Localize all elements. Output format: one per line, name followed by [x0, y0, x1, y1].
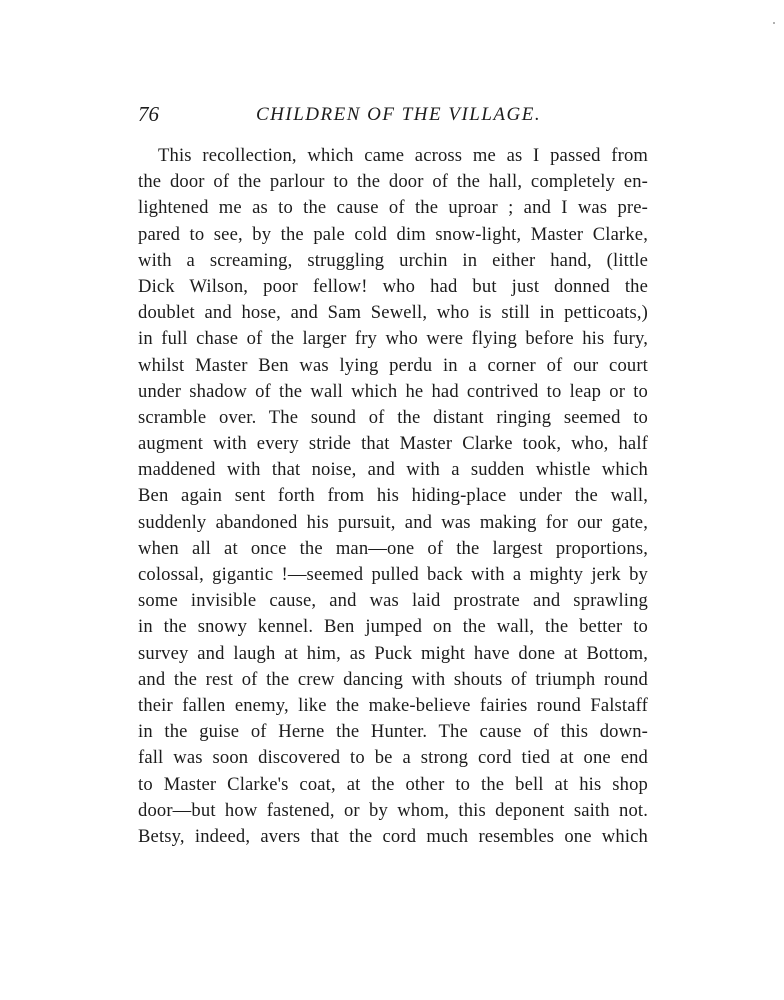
text-line: in the snowy kennel. Ben jumped on the wall, the better to — [138, 616, 648, 638]
text-line: Dick Wilson, poor fellow! who had but just donned the — [138, 275, 648, 297]
text-line: Ben again sent forth from his hiding-place under the wall, — [138, 485, 648, 507]
text-line: suddenly abandoned his pursuit, and was making for our gate, — [138, 511, 648, 533]
text-line: and the rest of the crew dancing with shouts of triumph round — [138, 668, 648, 690]
text-line: in the guise of Herne the Hunter. The cause of this down- — [138, 721, 648, 743]
text-line: maddened with that noise, and with a sudden whistle which — [138, 459, 648, 481]
text-line: doublet and hose, and Sam Sewell, who is still in petticoats,) — [138, 302, 648, 324]
page-number: 76 — [138, 102, 159, 126]
text-line: some invisible cause, and was laid prostrate and sprawling — [138, 590, 648, 612]
text-line: survey and laugh at him, as Puck might have done at Bottom, — [138, 642, 648, 664]
text-line: Betsy, indeed, avers that the cord much resembles one which — [138, 825, 648, 847]
scan-speck — [773, 22, 775, 24]
text-line: whilst Master Ben was lying perdu in a corner of our court — [138, 354, 648, 376]
text-line: This recollection, which came across me as I passed from — [158, 145, 648, 166]
text-line: in full chase of the larger fry who were flying before his fury, — [138, 328, 648, 350]
running-head — [138, 98, 648, 132]
text-line: pared to see, by the pale cold dim snow-light, Master Clarke, — [138, 223, 648, 245]
body-text — [138, 143, 648, 850]
text-line: door—but how fastened, or by whom, this deponent saith not. — [138, 799, 648, 821]
text-line: their fallen enemy, like the make-believe fairies round Falstaff — [138, 694, 648, 716]
text-line: colossal, gigantic !—seemed pulled back with a mighty jerk by — [138, 564, 648, 585]
text-line: to Master Clarke's coat, at the other to the bell at his shop — [138, 773, 648, 795]
text-line: lightened me as to the cause of the uproar ; and I was pre- — [138, 197, 648, 219]
text-line: fall was soon discovered to be a strong cord tied at one end — [138, 747, 648, 769]
text-line: with a screaming, struggling urchin in either hand, (little — [138, 249, 648, 271]
text-line: when all at once the man—one of the largest proportions, — [138, 537, 648, 559]
text-line: scramble over. The sound of the distant ringing seemed to — [138, 406, 648, 428]
text-line: the door of the parlour to the door of the hall, completely en- — [138, 171, 648, 193]
text-line: under shadow of the wall which he had contrived to leap or to — [138, 380, 648, 402]
running-title: CHILDREN OF THE VILLAGE. — [256, 104, 542, 125]
text-line: augment with every stride that Master Clarke took, who, half — [138, 433, 648, 455]
